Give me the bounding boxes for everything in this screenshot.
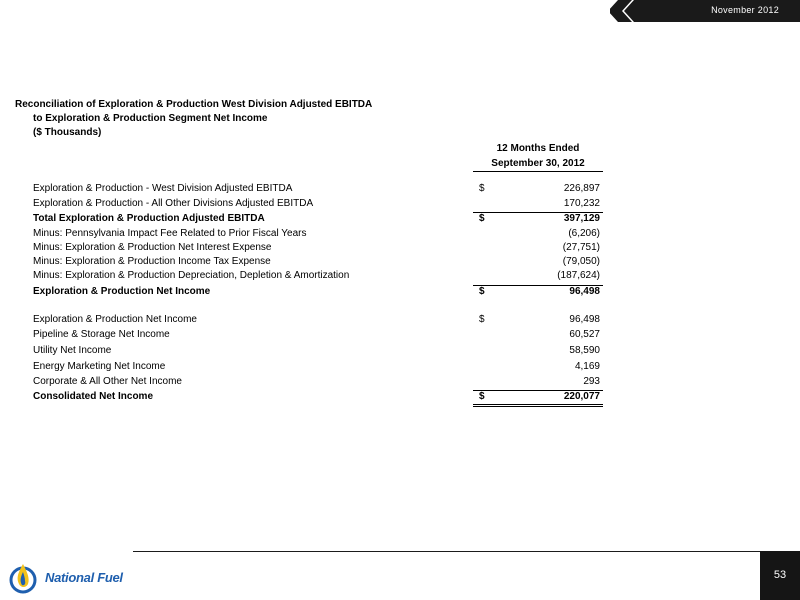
page-number-box [760, 551, 800, 600]
flame-drop-icon [9, 558, 41, 596]
row-value: (79,050) [562, 256, 600, 267]
row-label: Consolidated Net Income [33, 391, 154, 402]
row-label: Exploration & Production - West Division Adjusted EBITDA [33, 183, 293, 194]
title-units: ($ Thousands) [33, 127, 102, 138]
row-currency: $ [479, 213, 485, 224]
row-value: 58,590 [569, 345, 600, 356]
row-label: Minus: Exploration & Production Depreciation, Depletion & Amortization [33, 270, 350, 281]
row-value: (27,751) [562, 242, 600, 253]
row-value: 96,498 [569, 314, 600, 325]
row-label: Energy Marketing Net Income [33, 361, 166, 372]
table-row [33, 328, 603, 342]
row-label: Exploration & Production Net Income [33, 314, 197, 325]
row-label: Exploration & Production Net Income [33, 286, 211, 297]
table-row [33, 375, 603, 389]
table-row [33, 227, 603, 241]
column-header-line-1: 12 Months Ended [496, 143, 580, 154]
row-value: 397,129 [563, 213, 600, 224]
row-label: Minus: Exploration & Production Income Tax Expense [33, 256, 271, 267]
title-line-2: to Exploration & Production Segment Net Income [33, 113, 268, 124]
footer-divider [133, 551, 760, 552]
table-row [33, 360, 603, 374]
row-value: (187,624) [557, 270, 600, 281]
column-header [473, 141, 603, 172]
table-row [33, 344, 603, 358]
table-row-total [33, 285, 603, 299]
row-value: 4,169 [574, 361, 600, 372]
row-label: Minus: Pennsylvania Impact Fee Related to Prior Fiscal Years [33, 228, 307, 239]
table-row-subtotal [33, 212, 603, 226]
company-logo [9, 558, 139, 596]
row-value: 170,232 [563, 198, 600, 209]
row-value: 220,077 [563, 391, 600, 402]
row-currency: $ [479, 286, 485, 297]
table-row [33, 197, 603, 211]
row-label: Minus: Exploration & Production Net Interest Expense [33, 242, 272, 253]
table-row [33, 241, 603, 255]
column-header-line-2: September 30, 2012 [473, 156, 603, 172]
page-number: 53 [773, 569, 787, 581]
row-label: Total Exploration & Production Adjusted EBITDA [33, 213, 265, 224]
table-row [33, 255, 603, 269]
row-currency: $ [479, 391, 485, 402]
row-value: 96,498 [569, 286, 600, 297]
table-title [15, 98, 372, 140]
date-banner [610, 0, 800, 22]
logo-text: National Fuel [45, 570, 123, 585]
table-row [33, 269, 603, 283]
row-currency: $ [479, 314, 485, 325]
row-value: 293 [583, 376, 600, 387]
report-date: November 2012 [711, 5, 779, 15]
row-label: Exploration & Production - All Other Divisions Adjusted EBITDA [33, 198, 314, 209]
table-row-grand-total [33, 390, 603, 404]
row-label: Corporate & All Other Net Income [33, 376, 182, 387]
row-label: Pipeline & Storage Net Income [33, 329, 170, 340]
title-line-1: Reconciliation of Exploration & Production West Division Adjusted EBITDA [15, 99, 373, 110]
table-row [33, 182, 603, 196]
row-label: Utility Net Income [33, 345, 112, 356]
row-value: 226,897 [563, 183, 600, 194]
row-value: 60,527 [569, 329, 600, 340]
row-value: (6,206) [568, 228, 600, 239]
table-row [33, 313, 603, 327]
row-currency: $ [479, 183, 485, 194]
